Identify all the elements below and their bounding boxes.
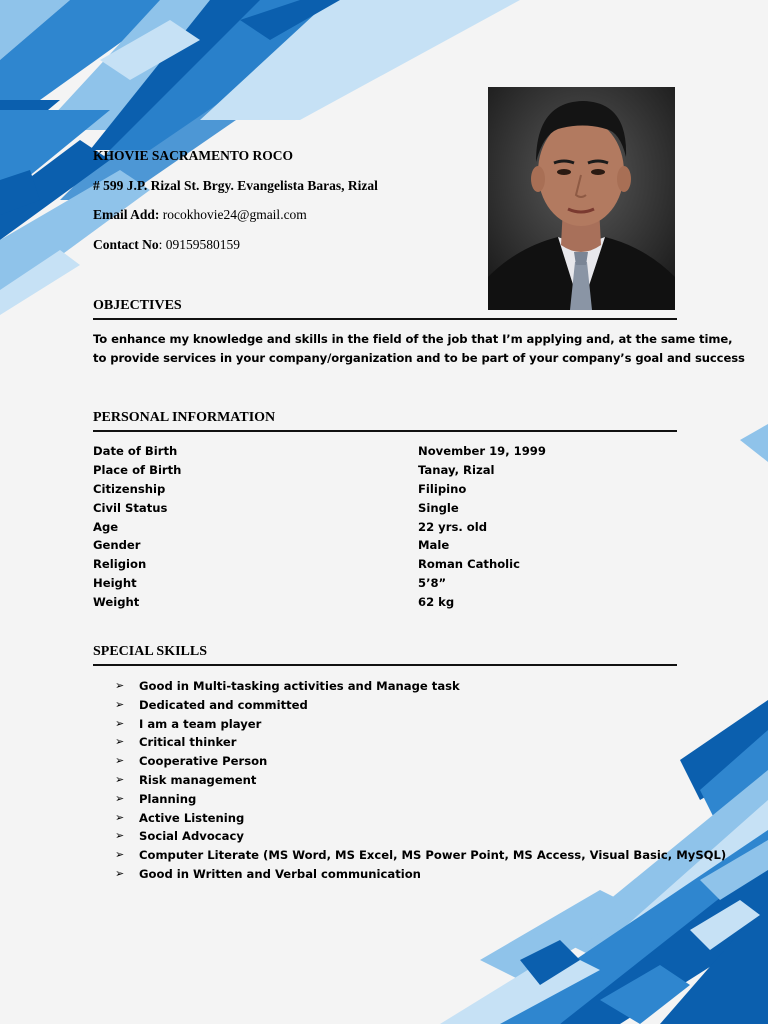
info-value: Tanay, Rizal [418,462,495,477]
objectives-heading: OBJECTIVES [93,297,677,320]
info-row [93,555,653,574]
arrow-bullet-icon: ➢ [115,866,125,880]
info-value: Single [418,500,459,515]
info-row [93,574,653,593]
info-value: 62 kg [418,595,455,610]
contact-label: Contact No [93,236,159,252]
arrow-bullet-icon: ➢ [115,716,125,730]
info-row [93,461,653,480]
arrow-bullet-icon: ➢ [115,735,125,749]
info-value: 5’8” [418,576,447,591]
skill-text: Social Advocacy [139,829,244,844]
skill-text: Critical thinker [139,735,237,750]
contact-header [93,146,378,264]
applicant-name: KHOVIE SACRAMENTO ROCO [93,148,294,163]
special-skills-heading: SPECIAL SKILLS [93,643,677,666]
info-value: Roman Catholic [418,557,521,572]
address: # 599 J.P. Rizal St. Brgy. Evangelista Baras, Rizal [93,177,378,193]
email-line [93,205,378,235]
objective-line-2: to provide services in your company/organization and to be part of your company’s goal and success [93,351,745,365]
contact-line [93,235,378,265]
info-row [93,518,653,537]
info-label: Height [93,576,137,591]
arrow-bullet-icon: ➢ [115,829,125,843]
personal-info-table [93,442,653,612]
objective-text [93,330,745,368]
skill-text: Dedicated and committed [139,697,308,712]
info-row [93,442,653,461]
profile-photo [488,87,675,310]
info-label: Gender [93,538,141,553]
portrait-icon [488,87,675,310]
skill-text: Planning [139,791,197,806]
skill-text: Good in Written and Verbal communication [139,866,421,881]
skill-text: Cooperative Person [139,754,268,769]
info-row [93,499,653,518]
skill-text: Risk management [139,772,257,787]
info-value: 22 yrs. old [418,519,488,534]
personal-info-heading: PERSONAL INFORMATION [93,409,677,432]
arrow-bullet-icon: ➢ [115,810,125,824]
arrow-bullet-icon: ➢ [115,679,125,692]
skill-text: Computer Literate (MS Word, MS Excel, MS Power Point, MS Access, Visual Basic, MySQL) [139,848,727,863]
skill-text: I am a team player [139,716,262,731]
contact-value: : 09159580159 [158,236,241,252]
info-value: November 19, 1999 [418,444,546,458]
email-value: rocokhovie24@gmail.com [162,207,307,222]
arrow-bullet-icon: ➢ [115,754,125,768]
info-label: Weight [93,595,140,610]
info-label: Age [93,519,119,534]
info-label: Citizenship [93,481,166,496]
info-label: Civil Status [93,500,168,515]
info-row [93,593,653,612]
arrow-bullet-icon: ➢ [115,848,125,862]
arrow-bullet-icon: ➢ [115,772,125,786]
skill-text: Active Listening [139,810,245,825]
info-value: Male [418,538,450,553]
info-row [93,480,653,499]
objective-line-1: To enhance my knowledge and skills in the field of the job that I’m applying and, at the same time, [93,332,733,346]
info-label: Place of Birth [93,462,182,477]
info-label: Religion [93,557,147,572]
skill-text: Good in Multi-tasking activities and Manage task [139,679,460,693]
arrow-bullet-icon: ➢ [115,697,125,711]
info-row [93,536,653,555]
arrow-bullet-icon: ➢ [115,791,125,805]
email-label: Email Add: [93,207,160,222]
info-value: Filipino [418,481,467,496]
info-label: Date of Birth [93,444,178,458]
